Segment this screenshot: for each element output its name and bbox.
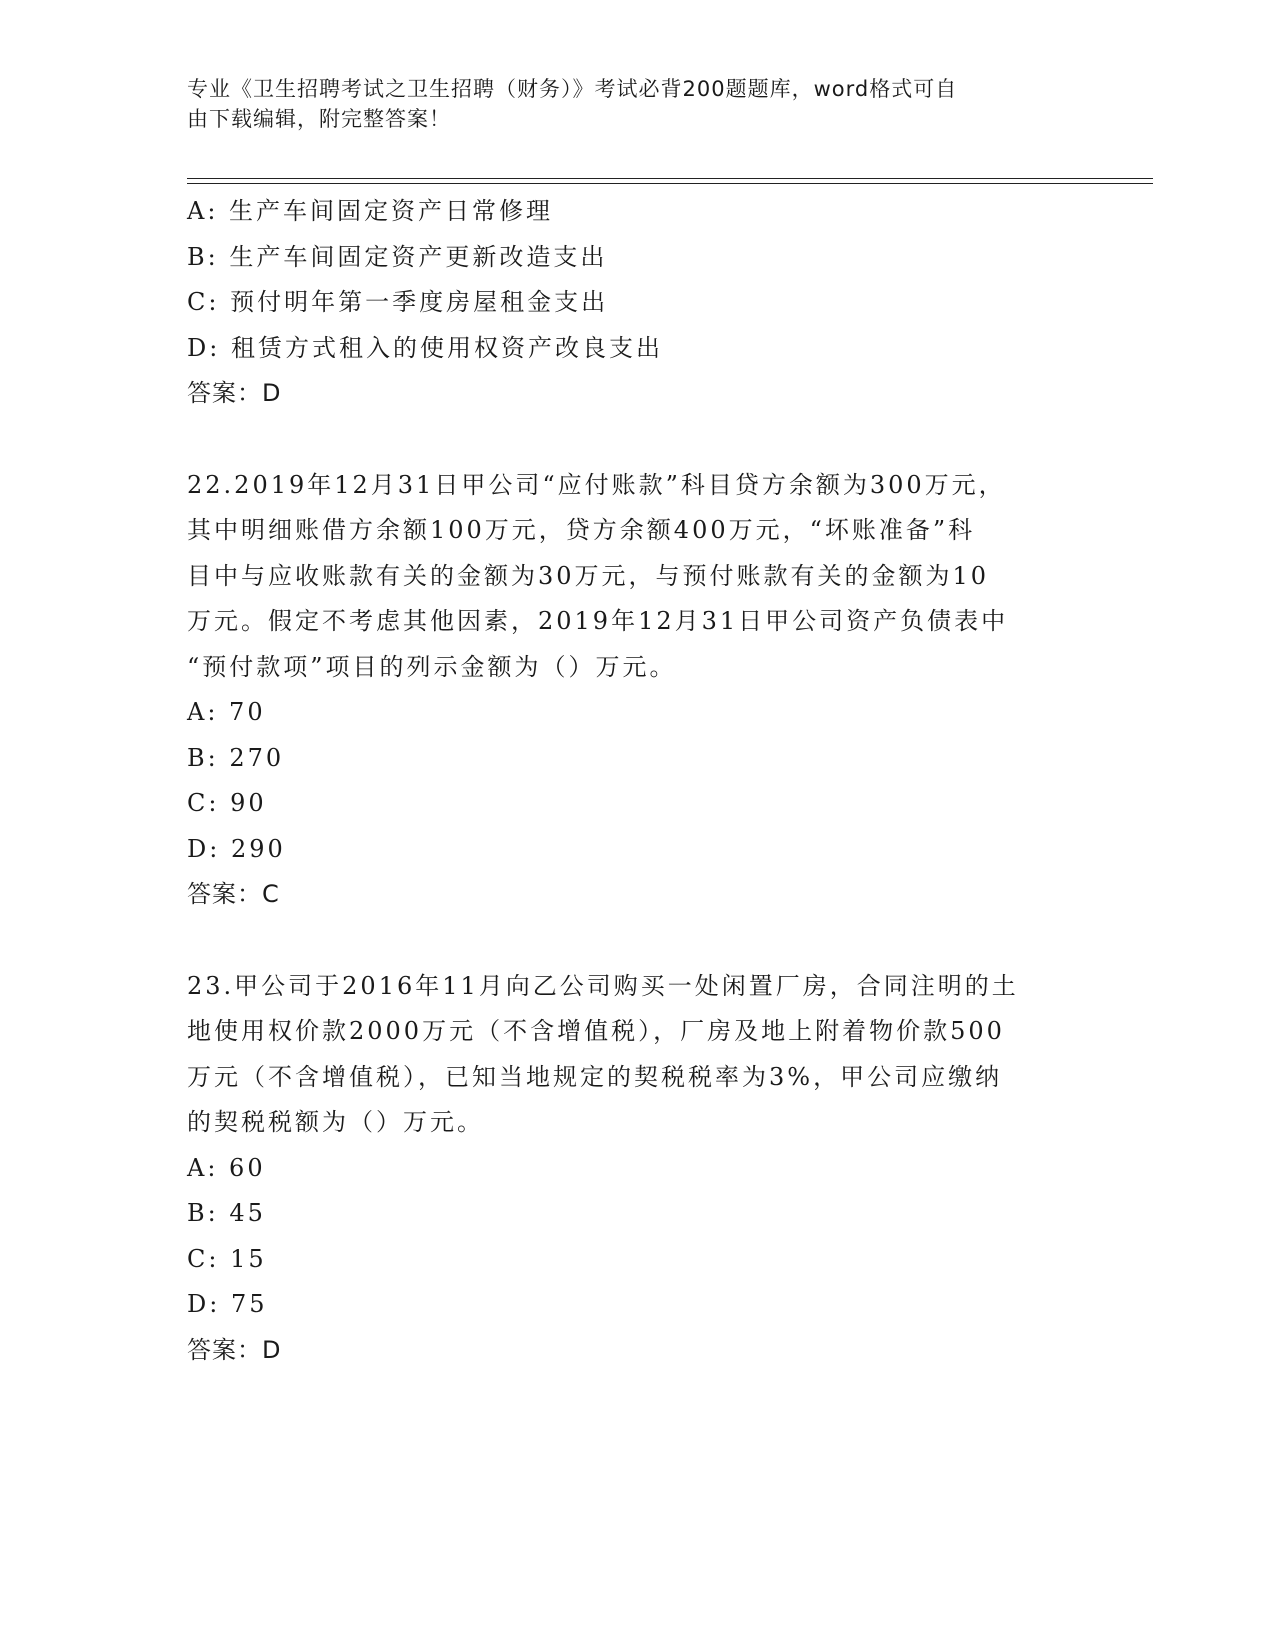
question-text-line: 23.甲公司于2016年11月向乙公司购买一处闲置厂房，合同注明的土 bbox=[187, 971, 1019, 1000]
question-text-line: 万元。假定不考虑其他因素，2019年12月31日甲公司资产负债表中 bbox=[187, 607, 1009, 635]
header-line-1: 专业《卫生招聘考试之卫生招聘（财务）》考试必背200题题库，word格式可自 bbox=[187, 77, 958, 101]
option-a: A: 生产车间固定资产日常修理 bbox=[187, 197, 554, 225]
question-block-22 bbox=[187, 463, 1067, 918]
option-b: B: 270 bbox=[187, 743, 285, 772]
option-d: D: 75 bbox=[187, 1290, 268, 1318]
option-b: B: 生产车间固定资产更新改造支出 bbox=[187, 242, 608, 271]
option-a: A: 60 bbox=[187, 1153, 266, 1182]
answer-label: 答案：C bbox=[187, 880, 280, 908]
question-block-21 bbox=[187, 189, 1067, 417]
answer-label: 答案：D bbox=[187, 379, 282, 407]
question-text-line: 目中与应收账款有关的金额为30万元，与预付账款有关的金额为10 bbox=[187, 561, 990, 590]
question-text-line: 的契税税额为（）万元。 bbox=[187, 1108, 484, 1136]
question-text-line: 22.2019年12月31日甲公司“应付账款”科目贷方余额为300万元， bbox=[187, 470, 1006, 499]
option-a: A: 70 bbox=[187, 698, 266, 726]
header-divider-top bbox=[187, 178, 1153, 179]
spacer bbox=[187, 417, 1067, 463]
question-text-line: 地使用权价款2000万元（不含增值税），厂房及地上附着物价款500 bbox=[187, 1017, 1005, 1045]
option-c: C: 90 bbox=[187, 789, 267, 817]
question-text-line: 其中明细账借方余额100万元，贷方余额400万元，“坏账准备”科 bbox=[187, 516, 976, 544]
header-line-2: 由下载编辑，附完整答案！ bbox=[187, 107, 451, 131]
question-text-line: “预付款项”项目的列示金额为（）万元。 bbox=[187, 652, 677, 681]
header-divider-bottom bbox=[187, 183, 1153, 184]
question-text-line: 万元（不含增值税），已知当地规定的契税税率为3%，甲公司应缴纳 bbox=[187, 1062, 1003, 1091]
question-content bbox=[187, 189, 1067, 1373]
question-block-23 bbox=[187, 964, 1067, 1374]
spacer bbox=[187, 918, 1067, 964]
document-header bbox=[187, 74, 1067, 134]
option-d: D: 租赁方式租入的使用权资产改良支出 bbox=[187, 333, 663, 362]
option-b: B: 45 bbox=[187, 1199, 266, 1227]
option-c: C: 预付明年第一季度房屋租金支出 bbox=[187, 288, 609, 316]
answer-label: 答案：D bbox=[187, 1335, 282, 1364]
option-c: C: 15 bbox=[187, 1244, 267, 1273]
option-d: D: 290 bbox=[187, 834, 286, 863]
